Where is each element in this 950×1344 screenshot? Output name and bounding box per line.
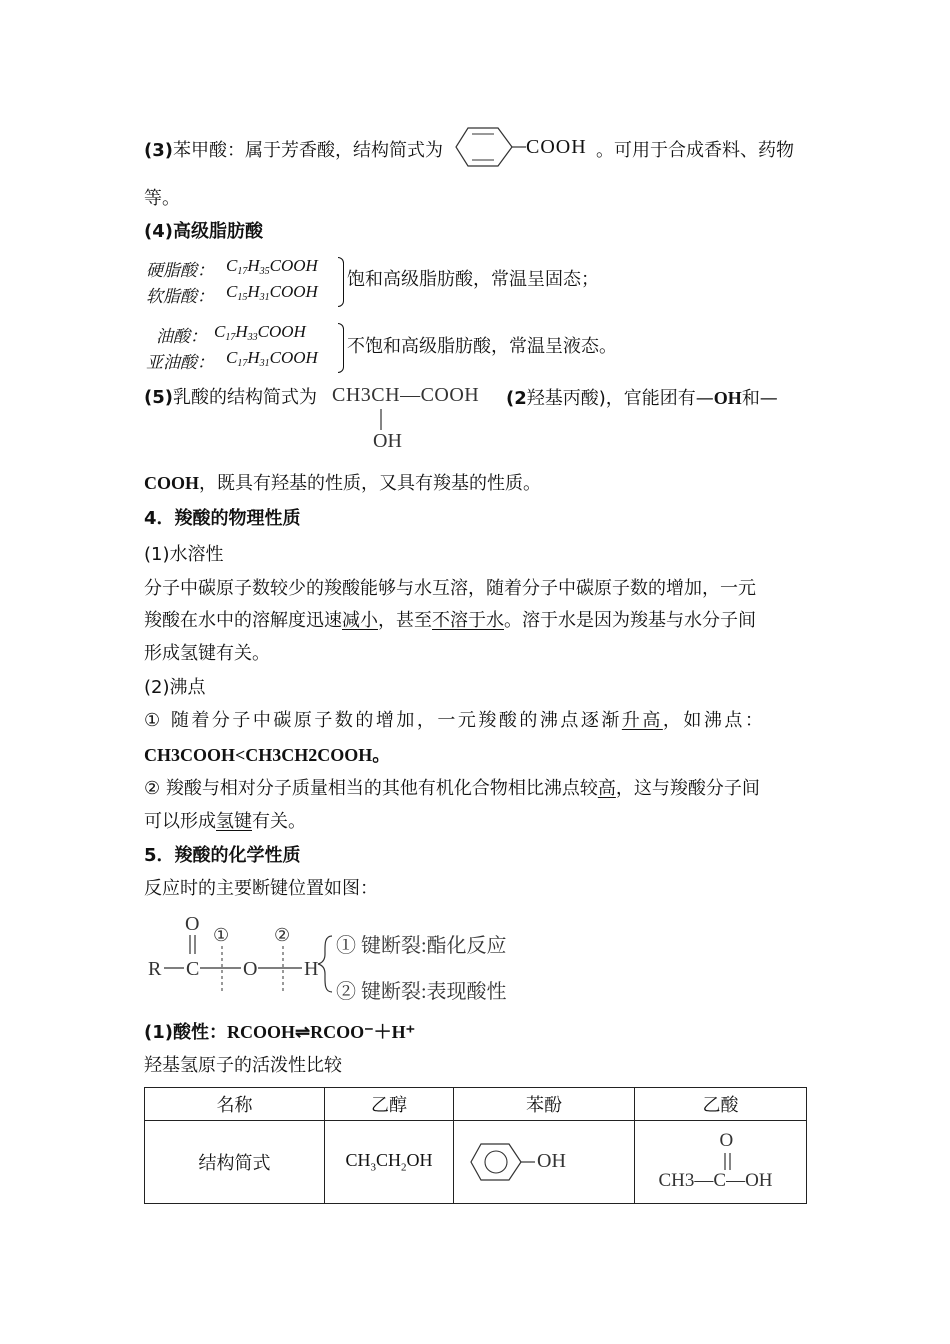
diagram-mark1: ① <box>213 925 230 945</box>
s5-intro: 反应时的主要断键位置如图： <box>144 878 378 899</box>
s4-bp2-b: ，这与羧酸分子间 <box>615 778 760 799</box>
s4-line2-u2: 不溶于水 <box>432 610 504 631</box>
oleic-name: 油酸： <box>156 327 207 346</box>
unsaturated-note: 不饱和高级脂肪酸，常温呈液态。 <box>347 336 617 357</box>
s4-line2 <box>144 609 756 633</box>
p5-line <box>144 386 317 410</box>
acetic-structure-cell <box>635 1121 807 1204</box>
s4-bp3-b: 有关。 <box>252 811 306 832</box>
acetic-o-top: O <box>719 1130 734 1151</box>
p5-cont-b: ，既具有羟基的性质，又具有羧基的性质。 <box>199 473 542 494</box>
lactic-main-chain: CH3CH—COOH <box>332 384 480 406</box>
s4-bp2-u: 高 <box>597 778 616 799</box>
p5-suffix <box>506 386 778 411</box>
acetic-chain: CH3—C—OH <box>658 1170 773 1191</box>
phenol-structure <box>469 1140 619 1184</box>
s4-bp3-u: 氢键 <box>216 811 252 832</box>
s5-acidity-a: (1)酸性： <box>144 1022 227 1043</box>
p3-line <box>144 139 443 163</box>
p5-cont-a: COOH <box>144 473 200 493</box>
p5-cont <box>144 471 541 496</box>
p4-heading: (4)高级脂肪酸 <box>144 221 263 242</box>
s4-bp3 <box>144 810 306 834</box>
s5-compare-title: 羟基氢原子的活泼性比较 <box>144 1055 342 1076</box>
table-header: 乙醇 <box>325 1088 454 1121</box>
diagram-o-top: O <box>185 913 200 935</box>
s5-acidity <box>144 1020 415 1045</box>
p5-suffix-a: (2 <box>506 388 527 409</box>
saturated-note: 饱和高级脂肪酸，常温呈固态； <box>347 269 599 290</box>
table-row <box>145 1121 807 1204</box>
benzoic-cooh: COOH <box>526 136 587 158</box>
table-header: 名称 <box>145 1088 325 1121</box>
s5-heading <box>144 844 301 868</box>
s4-bp3-a: 可以形成 <box>144 811 216 832</box>
table-header-row <box>145 1088 807 1121</box>
p3-suffix: 。可用于合成香料、药物 <box>596 140 794 161</box>
ethanol-formula: $CH_3CH_2OH$ <box>325 1121 454 1204</box>
s5-heading-text: 羧酸的化学性质 <box>174 845 301 866</box>
s4-bp-compare: CH3COOH<CH3CH2COOH。 <box>144 745 391 765</box>
diagram-break1: ① 键断裂:酯化反应 <box>336 935 507 957</box>
table-header: 苯酚 <box>454 1088 635 1121</box>
linoleic-name: 亚油酸： <box>146 353 214 372</box>
diagram-break2: ② 键断裂:表现酸性 <box>336 981 507 1003</box>
lactic-branch-oh: OH <box>373 430 402 452</box>
s5-heading-num: 5． <box>144 845 175 866</box>
diagram-r: R <box>148 958 162 980</box>
table-header: 乙酸 <box>635 1088 807 1121</box>
p5-suffix-c: OH <box>713 388 742 408</box>
saturated-brace <box>338 257 344 307</box>
p5-label: 乳酸的结构简式为 <box>172 387 317 408</box>
s4-line2-c: 。溶于水是因为羧基与水分子间 <box>504 610 756 631</box>
s4-bp2-a: ② 羧酸与相对分子质量相当的其他有机化合物相比沸点较 <box>144 778 598 799</box>
stearic-name: 硬脂酸： <box>146 261 214 280</box>
hydroxyl-activity-table <box>144 1087 807 1204</box>
acetic-double-bond <box>721 1152 735 1172</box>
p5-suffix-b: 羟基丙酸)，官能团有— <box>526 388 714 409</box>
p3-prefix: (3) <box>144 140 173 161</box>
stearic-acid <box>146 256 318 281</box>
s4-bp1-b: ，如沸点： <box>662 710 766 731</box>
s4-line2-b: ，甚至 <box>378 610 432 631</box>
diagram-c: C <box>186 958 200 980</box>
oleic-formula: $C_{17}H_{33}COOH$ <box>214 322 306 343</box>
p3-label: 苯甲酸：属于芳香酸，结构简式为 <box>172 140 443 161</box>
s4-line3: 形成氢键有关。 <box>144 643 270 664</box>
s4-sub1: (1)水溶性 <box>144 544 224 565</box>
s4-heading <box>144 507 301 531</box>
acetic-structure <box>651 1130 791 1194</box>
lactic-branch-bond <box>378 408 384 432</box>
palmitic-formula: $C_{15}H_{31}COOH$ <box>226 282 318 303</box>
bond-cleavage-diagram <box>144 908 544 1010</box>
stearic-formula: $C_{17}H_{35}COOH$ <box>226 256 318 277</box>
s4-bp1 <box>144 709 765 733</box>
p3-cont: 等。 <box>144 188 180 209</box>
phenol-oh: OH <box>537 1150 566 1172</box>
s5-acidity-eq: RCOOH⇌RCOO⁻＋H⁺ <box>226 1022 416 1042</box>
palmitic-name: 软脂酸： <box>146 287 214 306</box>
s4-sub2: (2)沸点 <box>144 677 206 698</box>
linoleic-formula: $C_{17}H_{31}COOH$ <box>226 348 318 369</box>
s4-bp1-a: ① 随着分子中碳原子数的增加，一元羧酸的沸点逐渐 <box>144 710 622 731</box>
unsaturated-brace <box>338 323 344 373</box>
s4-line1: 分子中碳原子数较少的羧酸能够与水互溶，随着分子中碳原子数的增加，一元 <box>144 578 756 599</box>
oleic-acid <box>156 322 306 347</box>
linoleic-acid <box>146 348 318 373</box>
s4-bp2 <box>144 777 760 801</box>
diagram-h: H <box>304 958 319 980</box>
s4-heading-num: 4． <box>144 508 175 529</box>
s4-heading-text: 羧酸的物理性质 <box>174 508 301 529</box>
palmitic-acid <box>146 282 318 307</box>
phenol-structure-cell <box>454 1121 635 1204</box>
s4-line2-u1: 减小 <box>342 610 378 631</box>
row-label: 结构简式 <box>145 1121 325 1204</box>
s4-bp1-u: 升高 <box>621 710 663 731</box>
p5-prefix: (5) <box>144 387 173 408</box>
diagram-o-mid: O <box>243 958 258 980</box>
p5-suffix-d: 和— <box>741 388 778 409</box>
diagram-mark2: ② <box>274 925 291 945</box>
s4-line2-a: 羧酸在水中的溶解度迅速 <box>144 610 342 631</box>
